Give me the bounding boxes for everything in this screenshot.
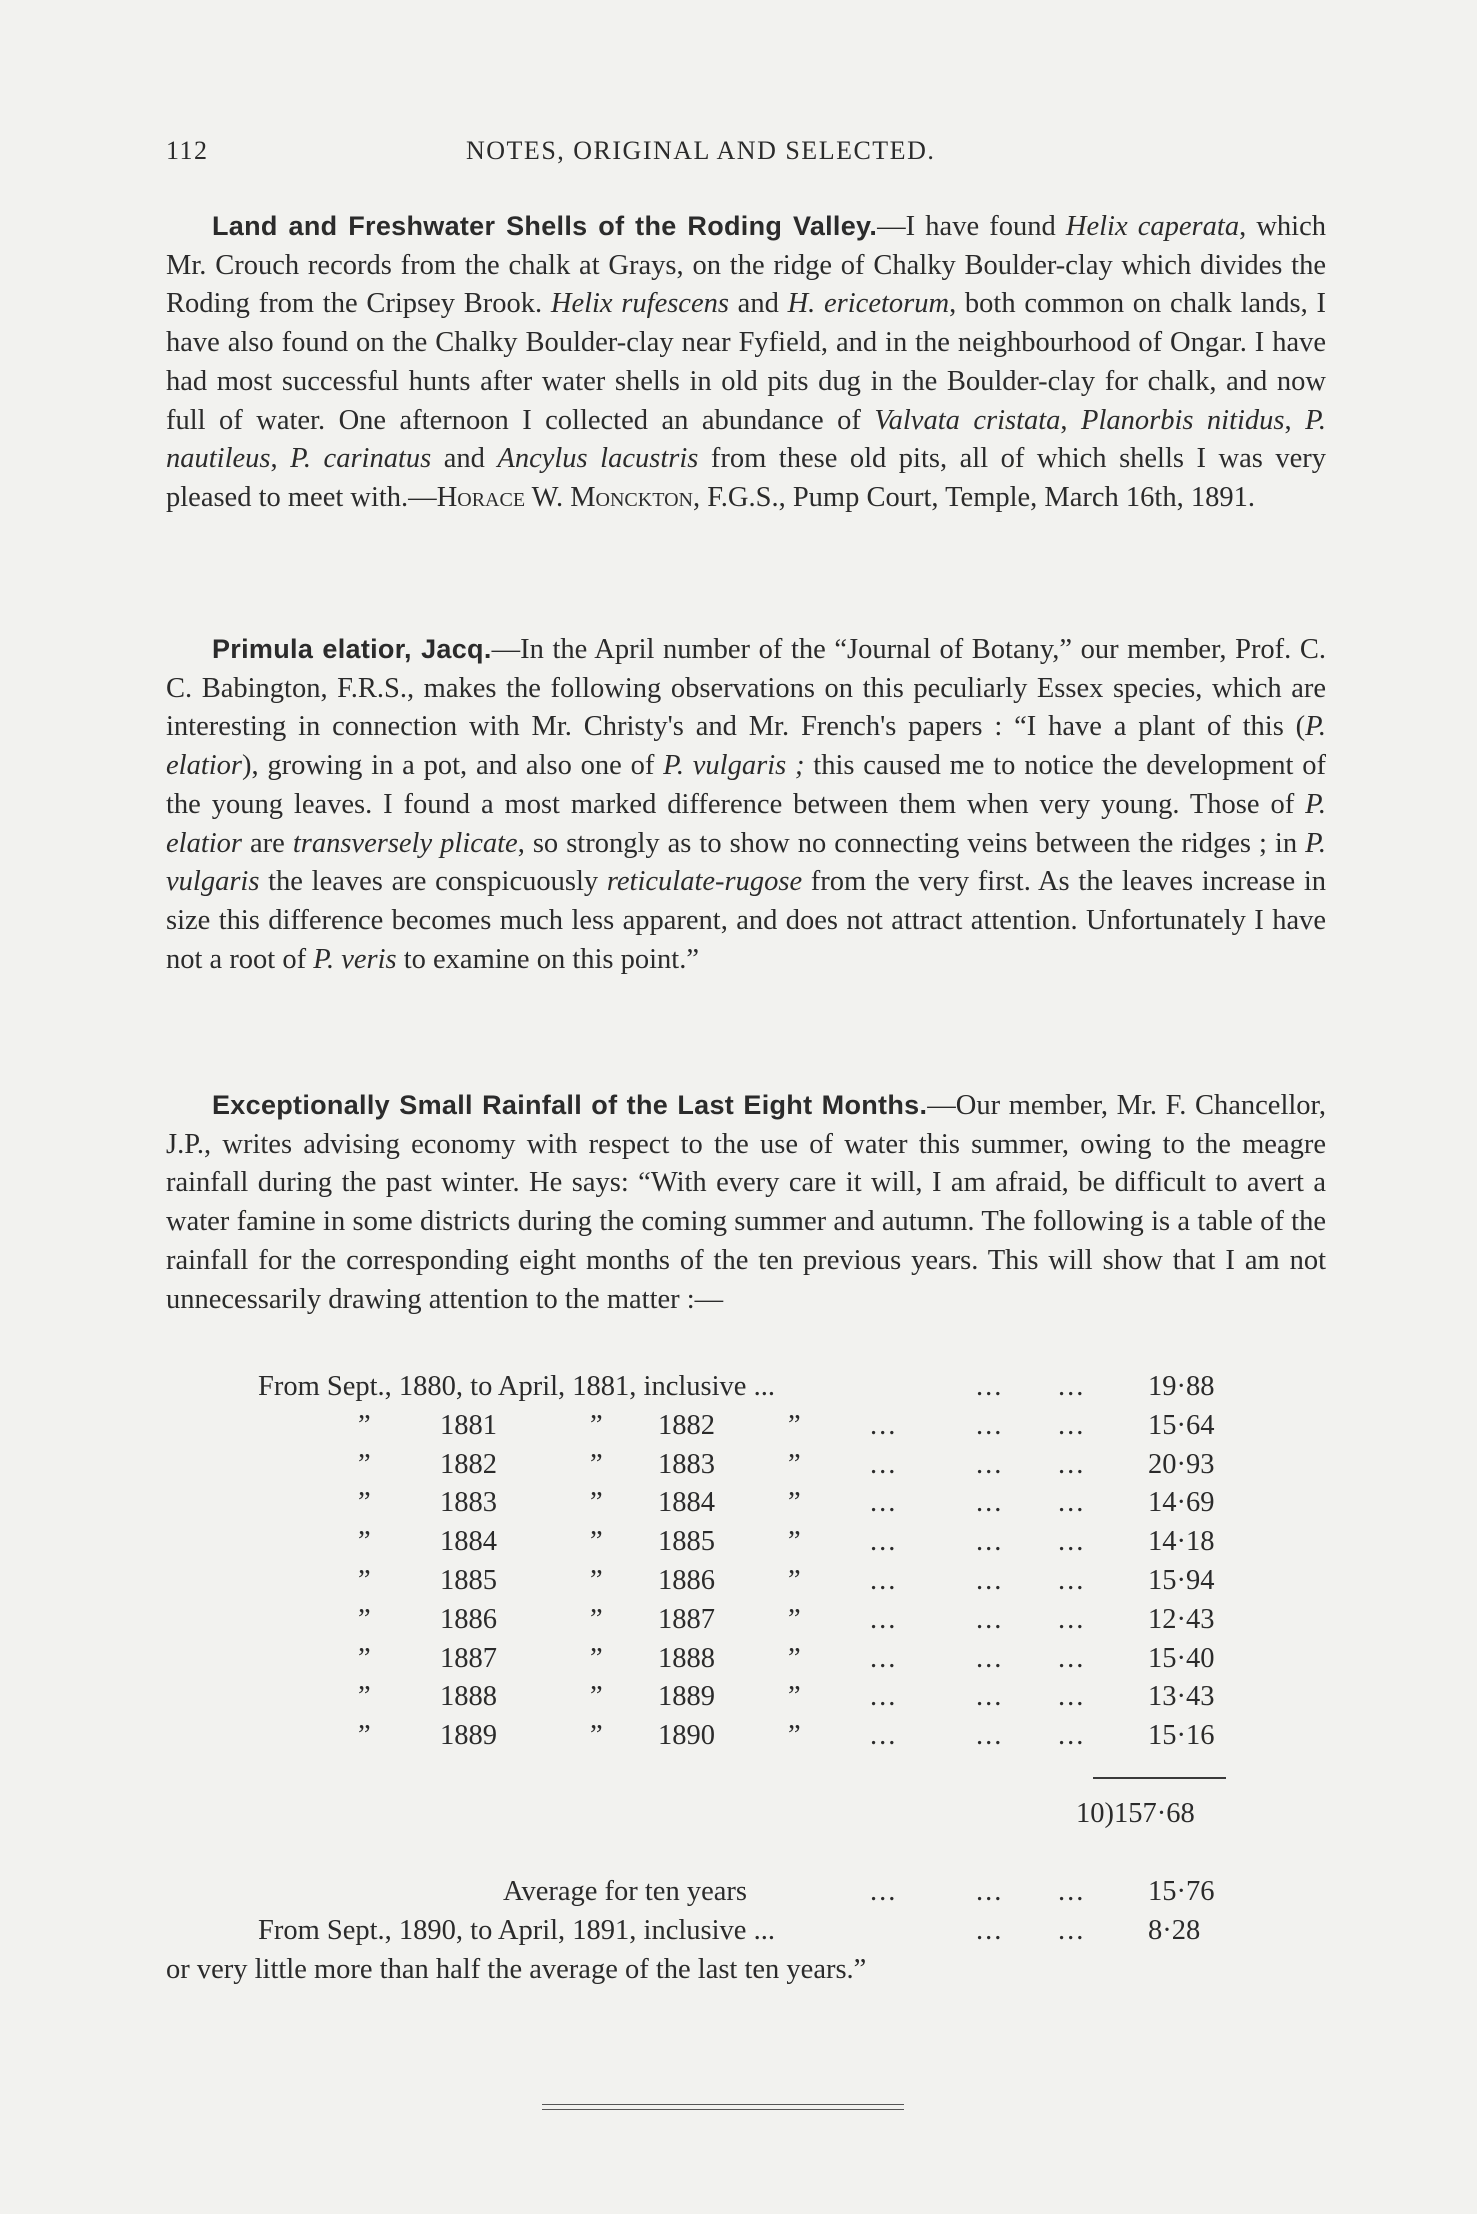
current-row bbox=[166, 1915, 1326, 1954]
leader-dots: ... bbox=[1058, 1487, 1086, 1519]
rainfall-summary bbox=[166, 1876, 1326, 1992]
ditto-mark: ” bbox=[788, 1642, 801, 1674]
ditto-mark: ” bbox=[358, 1487, 371, 1519]
leader-dots: ... bbox=[870, 1526, 898, 1558]
italic-run: Helix rufescens bbox=[550, 288, 729, 320]
sum-rule bbox=[1093, 1777, 1226, 1779]
from-year: 1885 bbox=[440, 1564, 497, 1596]
italic-run: P. vulgaris bbox=[166, 827, 1326, 898]
ditto-mark: ” bbox=[358, 1603, 371, 1635]
note-paragraph bbox=[166, 630, 1326, 979]
table-row bbox=[258, 1604, 1228, 1643]
text-run: from the very first. As the leaves increase in size this difference becomes much less apparent, and does not attract attention. Unfortunately I have not a root of bbox=[166, 866, 1326, 975]
note-heading: Land and Freshwater Shells of the Roding Valley. bbox=[212, 211, 878, 241]
ditto-mark: ” bbox=[590, 1409, 603, 1441]
rainfall-value: 15·64 bbox=[1148, 1409, 1215, 1441]
table-row bbox=[258, 1720, 1228, 1759]
from-year: 1882 bbox=[440, 1448, 497, 1480]
italic-run: P. nautileus bbox=[166, 404, 1327, 475]
text-run: to examine on this point.” bbox=[396, 943, 699, 975]
leader-dots: ... bbox=[976, 1914, 1004, 1946]
ditto-mark: ” bbox=[590, 1564, 603, 1596]
leader-dots: ... bbox=[1058, 1409, 1086, 1441]
rainfall-value: 14·18 bbox=[1148, 1526, 1215, 1558]
leader-dots: ... bbox=[870, 1642, 898, 1674]
note-paragraph bbox=[166, 1086, 1326, 1319]
text-run: and bbox=[431, 443, 498, 475]
ditto-mark: ” bbox=[788, 1448, 801, 1480]
from-year: 1888 bbox=[440, 1681, 497, 1713]
running-head bbox=[166, 136, 1326, 176]
leader-dots: ... bbox=[870, 1876, 898, 1907]
leader-dots: ... bbox=[1058, 1526, 1086, 1558]
from-year: 1889 bbox=[440, 1720, 497, 1752]
table-row bbox=[258, 1643, 1228, 1682]
text-run: , F.G.S., Pump Court, Temple, March 16th, 1891. bbox=[692, 481, 1255, 513]
ditto-mark: ” bbox=[788, 1409, 801, 1441]
current-value: 8·28 bbox=[1148, 1914, 1201, 1946]
ditto-mark: ” bbox=[590, 1526, 603, 1558]
text-run: , so strongly as to show no connecting veins between the ridges ; in bbox=[517, 827, 1306, 859]
rainfall-total: 10)157·68 bbox=[1076, 1798, 1195, 1829]
to-year: 1888 bbox=[658, 1642, 715, 1674]
text-run: , both common on chalk lands, I have also found on the Chalky Boulder-clay near Fyfield, and in the neighbourhood of Ongar. I have had most successful hunts after water shells in old pits dug in the Boulder-clay for chalk, and now full of water. One afternoon I collected an abundance of bbox=[166, 288, 1326, 436]
end-rule bbox=[542, 2109, 904, 2110]
table-row bbox=[258, 1410, 1228, 1449]
ditto-mark: ” bbox=[590, 1487, 603, 1519]
note-primula-elatior bbox=[166, 630, 1326, 979]
rainfall-table bbox=[258, 1371, 1228, 1759]
leader-dots: ... bbox=[1058, 1564, 1086, 1596]
ditto-mark: ” bbox=[590, 1642, 603, 1674]
leader-dots: ... bbox=[976, 1564, 1004, 1596]
current-label: From Sept., 1890, to April, 1891, inclusive ... bbox=[258, 1914, 775, 1946]
author-name: Horace W. Monckton bbox=[436, 481, 693, 513]
text-run: , bbox=[1284, 404, 1306, 436]
page-number: 112 bbox=[166, 136, 209, 165]
to-year: 1882 bbox=[658, 1409, 715, 1441]
leader-dots: ... bbox=[1058, 1681, 1086, 1713]
to-year: 1890 bbox=[658, 1720, 715, 1752]
from-year: 1881 bbox=[440, 1409, 497, 1441]
ditto-mark: ” bbox=[358, 1681, 371, 1713]
ditto-mark: ” bbox=[358, 1564, 371, 1596]
italic-run: P. carinatus bbox=[290, 443, 432, 475]
note-land-freshwater-shells bbox=[166, 207, 1326, 518]
italic-run: P. elatior bbox=[166, 711, 1326, 782]
table-row bbox=[258, 1565, 1228, 1604]
ditto-mark: ” bbox=[590, 1720, 603, 1752]
closing-row bbox=[166, 1954, 1326, 1993]
ditto-mark: ” bbox=[358, 1720, 371, 1752]
table-row bbox=[258, 1371, 1228, 1410]
rainfall-value: 20·93 bbox=[1148, 1448, 1215, 1480]
leader-dots: ... bbox=[976, 1876, 1004, 1907]
rainfall-value: 14·69 bbox=[1148, 1487, 1215, 1519]
leader-dots: ... bbox=[870, 1487, 898, 1519]
average-row bbox=[166, 1876, 1326, 1915]
note-heading: Exceptionally Small Rainfall of the Last Eight Months. bbox=[212, 1090, 928, 1120]
text-run: , bbox=[270, 443, 291, 475]
average-value: 15·76 bbox=[1148, 1876, 1215, 1907]
leader-dots: ... bbox=[976, 1720, 1004, 1752]
leader-dots: ... bbox=[870, 1681, 898, 1713]
from-year: 1884 bbox=[440, 1526, 497, 1558]
leader-dots: ... bbox=[976, 1448, 1004, 1480]
to-year: 1883 bbox=[658, 1448, 715, 1480]
rainfall-value: 15·40 bbox=[1148, 1642, 1215, 1674]
to-year: 1885 bbox=[658, 1526, 715, 1558]
note-paragraph bbox=[166, 207, 1326, 518]
ditto-mark: ” bbox=[788, 1526, 801, 1558]
table-body bbox=[258, 1410, 1228, 1759]
ditto-mark: ” bbox=[590, 1448, 603, 1480]
rainfall-value: 19·88 bbox=[1148, 1371, 1215, 1402]
table-row bbox=[258, 1487, 1228, 1526]
from-year: 1887 bbox=[440, 1642, 497, 1674]
leader-dots: ... bbox=[870, 1603, 898, 1635]
text-run: are bbox=[242, 827, 293, 859]
leader-dots: ... bbox=[1058, 1371, 1086, 1402]
leader-dots: ... bbox=[870, 1409, 898, 1441]
ditto-mark: ” bbox=[788, 1603, 801, 1635]
note-heading: Primula elatior, Jacq. bbox=[212, 634, 492, 664]
text-run: and bbox=[728, 288, 788, 320]
rainfall-value: 13·43 bbox=[1148, 1681, 1215, 1713]
leader-dots: ... bbox=[976, 1371, 1004, 1402]
rainfall-value: 12·43 bbox=[1148, 1603, 1215, 1635]
leader-dots: ... bbox=[976, 1642, 1004, 1674]
ditto-mark: ” bbox=[788, 1681, 801, 1713]
leader-dots: ... bbox=[1058, 1914, 1086, 1946]
ditto-mark: ” bbox=[788, 1720, 801, 1752]
leader-dots: ... bbox=[870, 1564, 898, 1596]
ditto-mark: ” bbox=[788, 1564, 801, 1596]
end-rule bbox=[542, 2104, 904, 2105]
text-run: this caused me to notice the development of the young leaves. I found a most marked difference between them when very young. Those of bbox=[166, 750, 1326, 820]
text-run: —In the April number of the “Journal of Botany,” our member, Prof. C. C. Babington, F.R.S., makes the following observations on this peculiarly Essex species, which are interesting in connection with Mr. Christy's and Mr. French's papers : “I have a plant of this ( bbox=[166, 634, 1327, 743]
to-year: 1887 bbox=[658, 1603, 715, 1635]
to-year: 1884 bbox=[658, 1487, 715, 1519]
text-run: the leaves are conspicuously bbox=[259, 866, 607, 898]
from-year: 1886 bbox=[440, 1603, 497, 1635]
italic-run: Ancylus lacustris bbox=[497, 443, 699, 475]
ditto-mark: ” bbox=[788, 1487, 801, 1519]
ditto-mark: ” bbox=[590, 1681, 603, 1713]
leader-dots: ... bbox=[1058, 1876, 1086, 1907]
leader-dots: ... bbox=[1058, 1720, 1086, 1752]
leader-dots: ... bbox=[976, 1603, 1004, 1635]
italic-run: Helix caperata bbox=[1065, 211, 1240, 242]
leader-dots: ... bbox=[1058, 1642, 1086, 1674]
ditto-mark: ” bbox=[590, 1603, 603, 1635]
italic-run: Planorbis nitidus bbox=[1081, 404, 1285, 436]
text-run: , bbox=[1060, 404, 1082, 436]
leader-dots: ... bbox=[1058, 1448, 1086, 1480]
to-year: 1886 bbox=[658, 1564, 715, 1596]
rainfall-value: 15·94 bbox=[1148, 1564, 1215, 1596]
leader-dots: ... bbox=[976, 1526, 1004, 1558]
leader-dots: ... bbox=[976, 1409, 1004, 1441]
italic-run: H. ericetorum bbox=[787, 288, 950, 320]
ditto-mark: ” bbox=[358, 1642, 371, 1674]
italic-run: transversely plicate bbox=[292, 827, 518, 859]
note-small-rainfall bbox=[166, 1086, 1326, 1319]
rainfall-value: 15·16 bbox=[1148, 1720, 1215, 1752]
average-label: Average for ten years bbox=[503, 1876, 747, 1907]
leader-dots: ... bbox=[976, 1487, 1004, 1519]
italic-run: P. veris bbox=[313, 943, 397, 975]
text-run: , which Mr. Crouch records from the chalk at Grays, on the ridge of Chalky Boulder-clay which divides the Roding from the Cripsey Brook. bbox=[166, 211, 1326, 320]
from-year: 1883 bbox=[440, 1487, 497, 1519]
ditto-mark: ” bbox=[358, 1409, 371, 1441]
italic-run: P. elatior bbox=[166, 788, 1326, 859]
leader-dots: ... bbox=[1058, 1603, 1086, 1635]
text-run: from these old pits, all of which shells I was very pleased to meet with.— bbox=[166, 443, 1327, 513]
row-label: From Sept., 1880, to April, 1881, inclusive ... bbox=[258, 1371, 775, 1402]
italic-run: P. vulgaris ; bbox=[663, 750, 805, 782]
table-row bbox=[258, 1526, 1228, 1565]
to-year: 1889 bbox=[658, 1681, 715, 1713]
closing-text: or very little more than half the average of the last ten years.” bbox=[166, 1953, 867, 1985]
italic-run: reticulate-rugose bbox=[606, 866, 803, 898]
italic-run: Valvata cristata bbox=[874, 404, 1061, 436]
text-run: ), growing in a pot, and also one of bbox=[242, 750, 664, 782]
leader-dots: ... bbox=[870, 1448, 898, 1480]
ditto-mark: ” bbox=[358, 1448, 371, 1480]
leader-dots: ... bbox=[976, 1681, 1004, 1713]
table-row bbox=[258, 1449, 1228, 1488]
ditto-mark: ” bbox=[358, 1526, 371, 1558]
table-row bbox=[258, 1681, 1228, 1720]
running-title: NOTES, ORIGINAL AND SELECTED. bbox=[466, 136, 936, 165]
leader-dots: ... bbox=[870, 1720, 898, 1752]
text-run: —I have found bbox=[877, 211, 1066, 242]
text-run: —Our member, Mr. F. Chancellor, J.P., writes advising economy with respect to the use of water this summer, owing to the meagre rainfall during the past winter. He says: “With every care it will, I am afraid, be difficult to avert a water famine in some districts during the coming summer and autumn. The following is a table of the rainfall for the corresponding eight months of the ten previous years. This will show that I am not unnecessarily drawing attention to the matter :— bbox=[166, 1090, 1327, 1315]
